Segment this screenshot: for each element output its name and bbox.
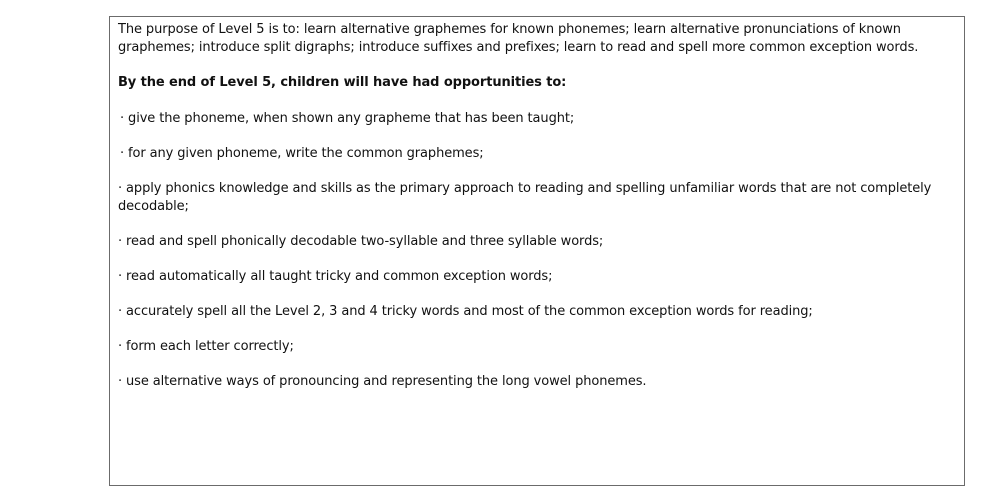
bullet-text: form each letter correctly; [126, 339, 294, 354]
bullet-item [118, 303, 956, 321]
bullet-item [118, 110, 956, 128]
bullet-item [118, 373, 956, 391]
bullet-dot: · [118, 374, 123, 389]
bullet-text: read and spell phonically decodable two-syllable and three syllable words; [126, 234, 604, 249]
bullet-item [118, 180, 956, 216]
bullet-item [118, 233, 956, 251]
bullet-text: read automatically all taught tricky and common exception words; [126, 269, 553, 284]
bullet-dot: · [118, 339, 123, 354]
level-5-purpose-box [109, 16, 965, 486]
bullet-text: for any given phoneme, write the common graphemes; [128, 146, 484, 161]
bullet-dot: · [118, 269, 123, 284]
bullet-dot: · [118, 304, 123, 319]
bullet-item [118, 145, 956, 163]
bullet-item [118, 268, 956, 286]
bullet-text: apply phonics knowledge and skills as the primary approach to reading and spelling unfamiliar words that are not completely decodable; [118, 181, 932, 214]
bullet-dot: · [118, 181, 123, 196]
bullet-text: accurately spell all the Level 2, 3 and 4 tricky words and most of the common exception words for reading; [126, 304, 813, 319]
objectives-heading: By the end of Level 5, children will have had opportunities to: [118, 75, 567, 90]
intro-paragraph: The purpose of Level 5 is to: learn alternative graphemes for known phonemes; learn alternative pronunciations of known graphemes; introduce split digraphs; introduce suffixes and prefixes; learn to read and spell more common exception words. [118, 22, 919, 55]
bullet-dot: · [120, 111, 125, 126]
bullet-text: use alternative ways of pronouncing and representing the long vowel phonemes. [126, 374, 647, 389]
bullet-item [118, 338, 956, 356]
bullet-text: give the phoneme, when shown any grapheme that has been taught; [128, 111, 575, 126]
bullet-dot: · [120, 146, 125, 161]
bullet-dot: · [118, 234, 123, 249]
